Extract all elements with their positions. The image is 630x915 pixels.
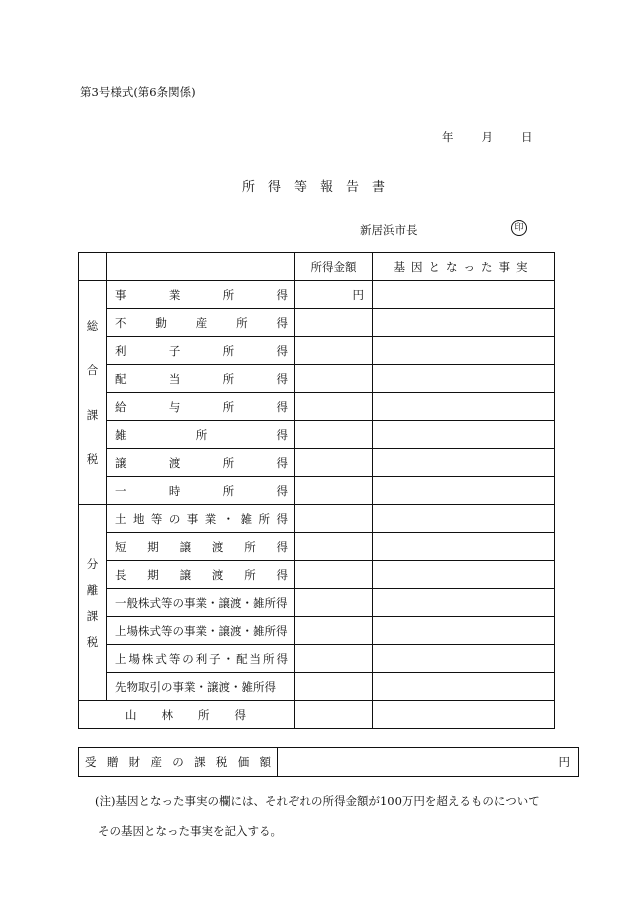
item-text: 譲 渡 所 得 (115, 455, 288, 470)
amount-cell[interactable] (295, 589, 373, 617)
date-day: 日 (521, 130, 533, 144)
category-sogo-kazei (79, 281, 107, 505)
note-line-1: (注)基因となった事実の欄には、それぞれの所得金額が100万円を超えるものについて (95, 794, 540, 808)
title-char: 得 (267, 180, 294, 195)
amount-cell[interactable] (295, 505, 373, 533)
table-row (79, 561, 555, 589)
gift-value-cell[interactable]: 円 (278, 748, 579, 777)
item-label (107, 281, 295, 309)
item-text: 利 子 所 得 (115, 343, 288, 358)
item-text: 山 林 所 得 (125, 707, 246, 722)
fact-cell[interactable] (373, 281, 555, 309)
item-text: 不 動 産 所 得 (115, 315, 288, 330)
amount-cell[interactable] (295, 365, 373, 393)
item-text: 短 期 譲 渡 所 得 (115, 539, 288, 554)
table-row (79, 673, 555, 701)
gift-label (79, 748, 278, 777)
amount-cell[interactable] (295, 449, 373, 477)
item-label (107, 477, 295, 505)
date-month: 月 (481, 130, 493, 144)
fact-cell[interactable] (373, 617, 555, 645)
item-label (107, 365, 295, 393)
date-line (442, 129, 533, 145)
item-label (107, 561, 295, 589)
item-text: 事 業 所 得 (115, 287, 288, 302)
fact-cell[interactable] (373, 477, 555, 505)
table-row (79, 337, 555, 365)
document-title (0, 176, 630, 195)
header-amount: 所得金額 (295, 253, 373, 281)
category-char: 税 (86, 634, 99, 649)
form-number: 第3号様式(第6条関係) (80, 85, 196, 99)
title-char: 等 (293, 180, 320, 195)
table-row (79, 477, 555, 505)
fact-cell[interactable] (373, 421, 555, 449)
item-label: 一般株式等の事業・譲渡・雑所得 (107, 589, 295, 617)
table-row (79, 281, 555, 309)
item-label (107, 309, 295, 337)
table-row (79, 617, 555, 645)
fact-cell[interactable] (373, 309, 555, 337)
table-header-row (79, 253, 555, 281)
table-row (79, 365, 555, 393)
table-row (79, 309, 555, 337)
amount-cell[interactable]: 円 (295, 281, 373, 309)
fact-cell[interactable] (373, 449, 555, 477)
category-char: 課 (86, 407, 99, 422)
item-label: 先物取引の事業・譲渡・雑所得 (107, 673, 295, 701)
item-label (107, 505, 295, 533)
header-fact: 基因となった事実 (373, 253, 555, 281)
addressee: 新居浜市長 (360, 223, 418, 237)
title-char: 書 (372, 180, 399, 195)
table-row (79, 589, 555, 617)
amount-cell[interactable] (295, 645, 373, 673)
amount-cell[interactable] (295, 477, 373, 505)
amount-cell[interactable] (295, 421, 373, 449)
category-char: 課 (86, 608, 99, 623)
fact-cell[interactable] (373, 645, 555, 673)
item-text: 一 時 所 得 (115, 483, 288, 498)
seal-mark: 印 (511, 220, 527, 236)
item-text: 土 地 等 の 事 業 ・ 雑 所 得 (115, 511, 288, 526)
amount-cell[interactable] (295, 561, 373, 589)
amount-cell[interactable] (295, 673, 373, 701)
item-text: 長 期 譲 渡 所 得 (115, 567, 288, 582)
item-label (107, 449, 295, 477)
income-report-table (78, 252, 555, 729)
sanrin-label (79, 701, 295, 729)
fact-cell[interactable] (373, 589, 555, 617)
amount-cell[interactable] (295, 533, 373, 561)
category-char: 税 (86, 452, 99, 467)
fact-cell[interactable] (373, 337, 555, 365)
date-year: 年 (442, 130, 454, 144)
item-text: 上 場 株 式 等 の 利 子 ・ 配 当 所 得 (115, 651, 288, 666)
table-row (79, 505, 555, 533)
category-char: 分 (86, 556, 99, 571)
item-label (107, 645, 295, 673)
item-label (107, 421, 295, 449)
amount-cell[interactable] (295, 701, 373, 729)
header-blank-cell (79, 253, 107, 281)
table-row (79, 421, 555, 449)
category-char: 総 (86, 318, 99, 333)
amount-cell[interactable] (295, 337, 373, 365)
table-row (79, 449, 555, 477)
fact-cell[interactable] (373, 673, 555, 701)
fact-cell[interactable] (373, 505, 555, 533)
header-blank-cell (107, 253, 295, 281)
title-char: 所 (241, 180, 268, 195)
category-char: 離 (86, 582, 99, 597)
title-char: 告 (346, 180, 373, 195)
fact-cell[interactable] (373, 365, 555, 393)
item-text: 雑 所 得 (115, 427, 288, 442)
fact-cell[interactable] (373, 393, 555, 421)
item-text: 受 贈 財 産 の 課 税 価 額 (85, 755, 271, 769)
table-row (79, 748, 579, 777)
table-row (79, 645, 555, 673)
amount-cell[interactable] (295, 393, 373, 421)
gift-tax-table (78, 747, 579, 777)
fact-cell[interactable] (373, 533, 555, 561)
item-label: 上場株式等の事業・譲渡・雑所得 (107, 617, 295, 645)
category-char: 合 (86, 363, 99, 378)
item-label (107, 337, 295, 365)
amount-cell[interactable] (295, 309, 373, 337)
category-bunri-kazei (79, 505, 107, 701)
title-char: 報 (320, 180, 347, 195)
item-text: 配 当 所 得 (115, 371, 288, 386)
note-line-2: その基因となった事実を記入する。 (98, 824, 282, 838)
table-row (79, 533, 555, 561)
table-row (79, 701, 555, 729)
amount-cell[interactable] (295, 617, 373, 645)
fact-cell[interactable] (373, 701, 555, 729)
table-row (79, 393, 555, 421)
item-label (107, 533, 295, 561)
fact-cell[interactable] (373, 561, 555, 589)
item-text: 給 与 所 得 (115, 399, 288, 414)
item-label (107, 393, 295, 421)
